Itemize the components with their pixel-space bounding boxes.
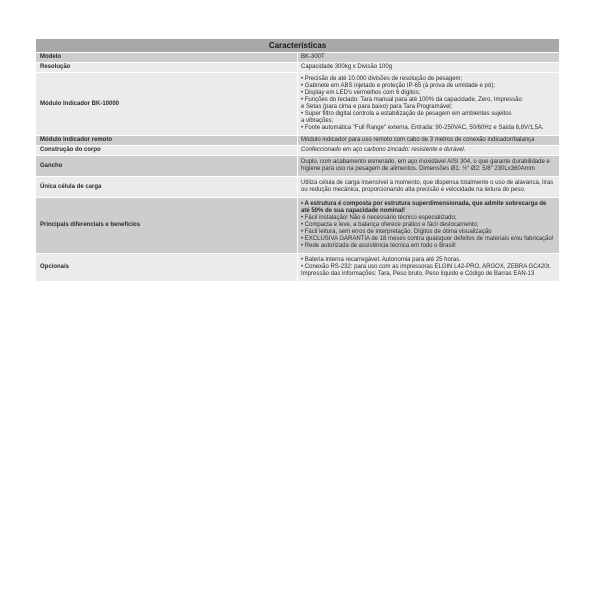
- table-title: Características: [36, 39, 559, 53]
- specifications-table: [36, 39, 559, 282]
- row-value: Utiliza célula de carga insensível a momento, que dispensa totalmente o uso de alavanca, liras ou redução mecânica, proporcionando alta precisão e velocidade na leitura do peso.: [298, 177, 560, 198]
- list-item: • Bateria interna recarregável: Autonomia para até 25 horas.: [301, 257, 461, 263]
- list-item: • Fácil instalação! Não é necessário técnico especializado;: [301, 215, 457, 221]
- list-item: • Fácil leitura, sem erros de interpretação. Dígitos de ótima visualização: [301, 229, 492, 235]
- row-label: Módulo Indicador remoto: [36, 136, 298, 146]
- row-value: [298, 198, 560, 254]
- row-value: [298, 254, 560, 282]
- list-item: • Display em LED's vermelhos com 6 dígitos;: [301, 90, 421, 96]
- row-label: Opcionais: [36, 254, 298, 282]
- list-item: e Setas (para cima e para baixo) para Tara Programável;: [301, 104, 453, 110]
- list-item: a vibrações;: [301, 118, 334, 124]
- list-item: • Compacta e leve, a balança oferece prático e fácil deslocamento;: [301, 222, 479, 228]
- table-row-body-construction: [36, 146, 559, 156]
- table-row-indicator-module: [36, 73, 559, 136]
- row-label: Resolução: [36, 63, 298, 73]
- row-label: Única célula de carga: [36, 177, 298, 198]
- list-item: • Gabinete em ABS injetado e proteção IP-65 (à prova de umidade e pó);: [301, 83, 495, 89]
- row-value: Duplo, com acabamento esmerado, em aço inoxidável AISI 304, o que garante durabilidade e higiene para uso na pesagem de alimentos. Dimensões Ø1: ½" Ø2: 5/8" 230Lx360Amm: [298, 156, 560, 177]
- list-item: • Rede autorizada de assistência técnica em todo o Brasil!: [301, 243, 456, 249]
- bullet-list: [301, 257, 556, 278]
- table-row-resolution: [36, 63, 559, 73]
- table-row-optionals: [36, 254, 559, 282]
- list-item: • A estrutura é composta por estrutura superdimensionada, que admite sobrecarga de até 50% de sua capacidade nominal!: [301, 201, 547, 214]
- table-header-row: [36, 39, 559, 53]
- table-row-remote-indicator: [36, 136, 559, 146]
- bullet-list: [301, 76, 556, 132]
- table-row-model: [36, 53, 559, 63]
- row-value: Capacidade 300kg x Divisão 100g: [298, 63, 560, 73]
- table-row-load-cell: [36, 177, 559, 198]
- list-item: • Fonte automática "Full Range" externa. Entrada: 90-250VAC, 50/60Hz e Saída 6,8V/1,5A.: [301, 125, 544, 131]
- row-value: Confeccionado em aço carbono zincado: resistente e durável.: [298, 146, 560, 156]
- row-label: Módulo Indicador BK-10000: [36, 73, 298, 136]
- row-label: Modelo: [36, 53, 298, 63]
- row-value: Módulo indicador para uso remoto com cabo de 3 metros de conexão indicador/balança: [298, 136, 560, 146]
- list-item: • Conexão RS-232: para uso com as impressoras ELGIN L42-PRO, ARGOX, ZEBRA GC420t. Impressão das informações: Tara, Peso bruto, Peso líquido e Código de Barras EAN-13: [301, 264, 551, 277]
- bullet-list: [301, 201, 556, 250]
- list-item: • Super filtro digital controla a estabilização de pesagem em ambientes sujeitos: [301, 111, 512, 117]
- row-label: Gancho: [36, 156, 298, 177]
- list-item: • Precisão de até 10.000 divisões de resolução de pesagem;: [301, 76, 463, 82]
- row-label: Principais diferenciais e benefícios: [36, 198, 298, 254]
- table-row-hook: [36, 156, 559, 177]
- list-item: • EXCLUSIVA GARANTIA de 18 meses contra quaisquer defeitos de materiais e/ou fabricação!: [301, 236, 554, 242]
- row-value: [298, 73, 560, 136]
- table-row-benefits: [36, 198, 559, 254]
- row-value: BK-300T: [298, 53, 560, 63]
- row-label: Construção do corpo: [36, 146, 298, 156]
- list-item: • Funções do teclado: Tara manual para até 100% da capacidade, Zero, Impressão: [301, 97, 522, 103]
